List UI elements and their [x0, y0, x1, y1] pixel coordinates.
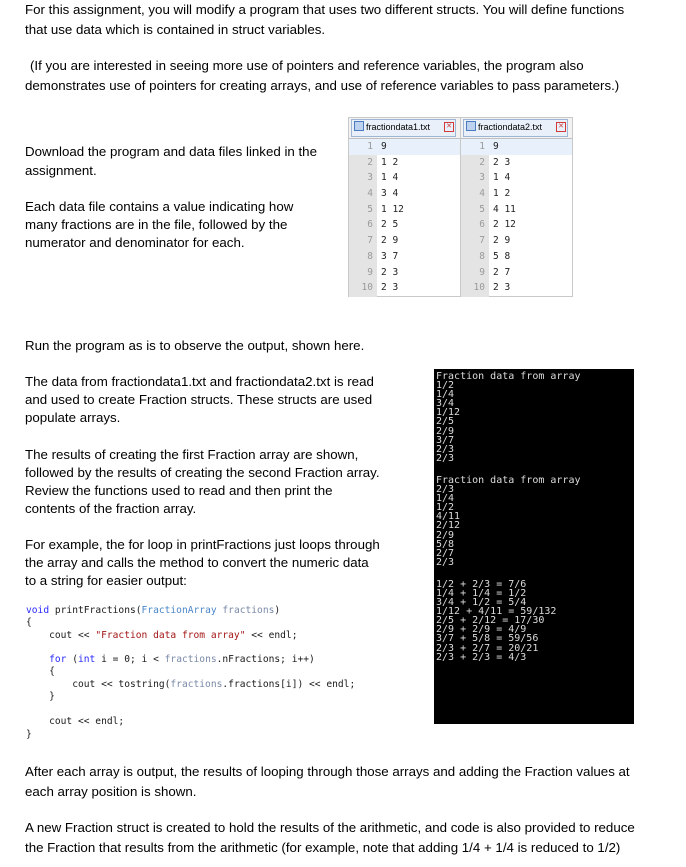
console-line: 2/3 — [436, 484, 455, 496]
results-line-1: The results of creating the first Fraction array are shown, — [25, 447, 359, 462]
editor-tab-fractiondata1[interactable] — [351, 119, 456, 137]
readdata-line-2: and used to create Fraction structs. These structs are used — [25, 392, 373, 407]
editor-line: 10 2 3 — [361, 282, 399, 294]
editor-tab-label: fractiondata2.txt — [478, 122, 543, 132]
after-line-2: each array position is shown. — [25, 784, 197, 799]
editor-fractiondata2 — [460, 117, 573, 297]
console-line: Fraction data from array — [436, 371, 581, 382]
readdata-line-1: The data from fractiondata1.txt and fractiondata2.txt is read — [25, 374, 374, 389]
editor-lines — [461, 139, 572, 296]
results-line-3: Review the functions used to read and then print the — [25, 483, 333, 498]
editor-line: 4 1 2 — [479, 188, 511, 200]
file-icon — [354, 121, 364, 131]
editor-lines — [349, 139, 460, 296]
newstruct-line-1: A new Fraction struct is created to hold the results of the arithmetic, and code is also provided to reduce — [25, 820, 635, 835]
results-line-4: contents of the fraction array. — [25, 501, 197, 516]
editor-line: 7 2 9 — [479, 235, 511, 247]
console-line: 2/3 — [436, 443, 455, 455]
editor-line: 4 3 4 — [367, 188, 399, 200]
console-line: 1/4 + 1/4 = 1/2 — [436, 587, 527, 599]
close-icon[interactable]: ✕ — [556, 122, 566, 132]
console-line: 2/12 — [436, 520, 461, 532]
console-line: 3/4 + 1/2 = 5/4 — [436, 597, 527, 609]
console-line: 3/4 — [436, 398, 455, 410]
example-line-2: the array and calls the method to convert the numeric data — [25, 555, 369, 570]
console-line: 2/3 — [436, 556, 455, 568]
console-line: 5/8 — [436, 538, 455, 550]
console-line — [434, 567, 634, 580]
editor-line: 1 9 — [349, 139, 460, 155]
console-line — [434, 463, 634, 476]
console-line: 2/9 — [436, 425, 455, 437]
code-listing: void printFractions(FractionArray fractions) { cout << "Fraction data from array" << endl; for (int i = 0; i < fractions.nFractions; i++) { cout << tostring(fractions.fractions[i]) << endl; } cout << endl; } — [26, 605, 356, 740]
console-line: 1/2 + 2/3 = 7/6 — [436, 578, 527, 590]
console-line: 2/5 + 2/12 = 17/30 — [436, 615, 545, 627]
editor-line: 2 2 3 — [479, 156, 511, 168]
editor-line: 9 2 7 — [479, 266, 511, 278]
editor-line: 3 1 4 — [367, 172, 399, 184]
intro-paren-line-2: demonstrates use of pointers for creating arrays, and use of reference variables to pass parameters.) — [25, 78, 620, 93]
results-line-2: followed by the results of creating the second Fraction array. — [25, 465, 380, 480]
intro-line-1: For this assignment, you will modify a program that uses two different structs. You will define functions — [25, 2, 625, 17]
console-line: 1/12 — [436, 407, 461, 419]
close-icon[interactable]: ✕ — [444, 122, 454, 132]
console-line: 2/3 — [436, 452, 455, 464]
after-line-1: After each array is output, the results of looping through those arrays and adding the Fraction values at — [25, 764, 630, 779]
run-text: Run the program as is to observe the output, shown here. — [25, 338, 365, 353]
editor-line: 8 5 8 — [479, 250, 511, 262]
console-line: Fraction data from array — [436, 474, 581, 486]
editor-line: 3 1 4 — [479, 172, 511, 184]
editor-line: 5 4 11 — [479, 203, 516, 215]
console-line: 2/5 — [436, 416, 455, 428]
editor-line: 9 2 3 — [367, 266, 399, 278]
download-line-1: Download the program and data files linked in the — [25, 144, 317, 159]
console-line: 2/9 + 2/9 = 4/9 — [436, 624, 527, 636]
console-line: 4/11 — [436, 511, 461, 523]
editor-line: 1 9 — [461, 139, 572, 155]
intro-paren-line-1: (If you are interested in seeing more use of pointers and reference variables, the program also — [30, 58, 584, 73]
readdata-line-3: populate arrays. — [25, 410, 121, 425]
download-line-2: assignment. — [25, 163, 97, 178]
newstruct-line-2: the Fraction that results from the arithmetic (for example, note that adding 1/4 + 1/4 is reduced to 1/2) — [25, 840, 621, 855]
editor-line: 7 2 9 — [367, 235, 399, 247]
console-output — [434, 369, 634, 724]
datafile-line-1: Each data file contains a value indicating how — [25, 199, 294, 214]
console-line: 2/7 — [436, 547, 455, 559]
datafile-line-2: many fractions are in the file, followed by the — [25, 217, 288, 232]
console-line: 1/4 — [436, 493, 455, 505]
console-line: 1/2 — [436, 380, 455, 392]
editor-line: 8 3 7 — [367, 250, 399, 262]
console-line: 2/9 — [436, 529, 455, 541]
editor-line: 6 2 12 — [479, 219, 516, 231]
example-line-3: to a string for easier output: — [25, 573, 187, 588]
editor-line: 2 1 2 — [367, 156, 399, 168]
editor-line: 5 1 12 — [367, 203, 404, 215]
console-line: 2/3 + 2/7 = 20/21 — [436, 642, 539, 654]
editor-tab-fractiondata2[interactable] — [463, 119, 568, 137]
console-line: 1/4 — [436, 389, 455, 401]
console-line: 2/3 + 2/3 = 4/3 — [436, 651, 527, 663]
console-line: 3/7 — [436, 434, 455, 446]
example-line-1: For example, the for loop in printFractions just loops through — [25, 537, 380, 552]
editor-line: 10 2 3 — [473, 282, 511, 294]
editor-tab-label: fractiondata1.txt — [366, 122, 431, 132]
editor-line: 6 2 5 — [367, 219, 399, 231]
console-line: 1/2 — [436, 502, 455, 514]
console-line: 3/7 + 5/8 = 59/56 — [436, 633, 539, 645]
intro-line-2: that use data which is contained in struct variables. — [25, 22, 326, 37]
file-icon — [466, 121, 476, 131]
editor-fractiondata1 — [348, 117, 461, 297]
console-line: 1/12 + 4/11 = 59/132 — [436, 606, 557, 618]
datafile-line-3: numerator and denominator for each. — [25, 235, 245, 250]
